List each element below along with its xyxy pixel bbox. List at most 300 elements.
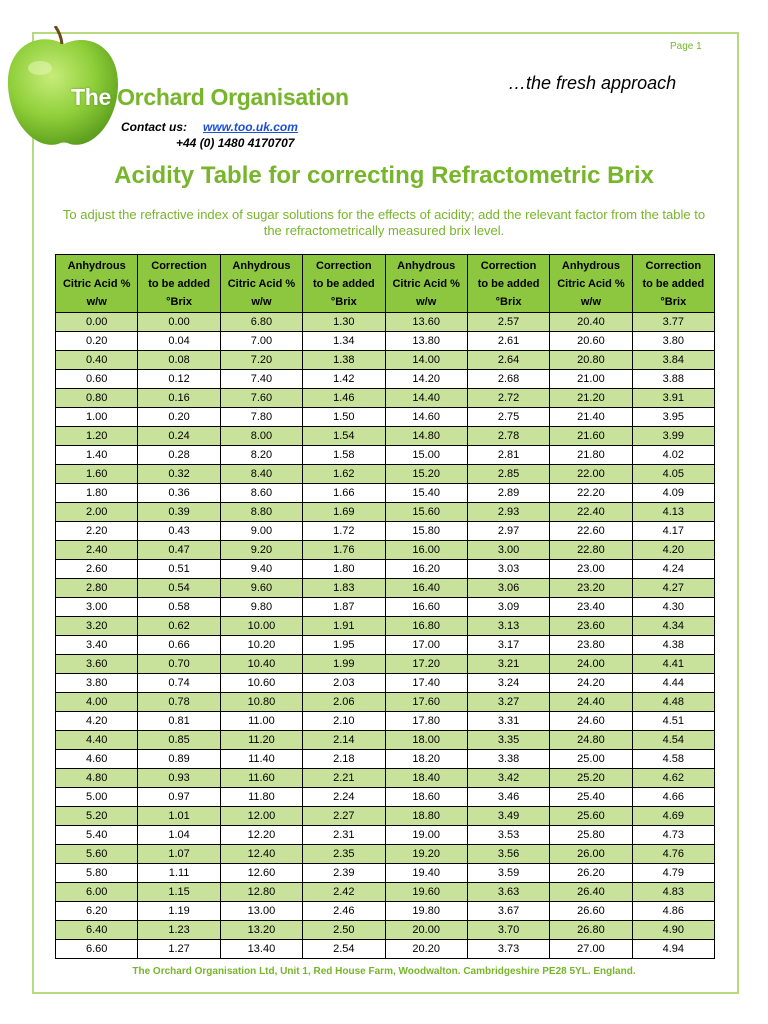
table-row — [56, 693, 715, 712]
table-cell: 1.42 — [303, 370, 385, 389]
table-cell: 12.40 — [220, 845, 302, 864]
table-cell: 10.00 — [220, 617, 302, 636]
table-cell: 3.80 — [56, 674, 138, 693]
table-cell: 2.61 — [467, 332, 549, 351]
column-header-line: °Brix — [660, 295, 687, 308]
table-cell: 4.38 — [632, 636, 714, 655]
table-cell: 3.00 — [56, 598, 138, 617]
table-cell: 2.20 — [56, 522, 138, 541]
table-cell: 3.53 — [467, 826, 549, 845]
table-cell: 9.80 — [220, 598, 302, 617]
table-cell: 2.57 — [467, 313, 549, 332]
table-cell: 1.20 — [56, 427, 138, 446]
table-cell: 1.80 — [56, 484, 138, 503]
table-cell: 1.99 — [303, 655, 385, 674]
table-cell: 15.80 — [385, 522, 467, 541]
table-cell: 14.20 — [385, 370, 467, 389]
table-cell: 18.00 — [385, 731, 467, 750]
table-cell: 0.66 — [138, 636, 220, 655]
table-cell: 16.20 — [385, 560, 467, 579]
table-cell: 4.24 — [632, 560, 714, 579]
table-cell: 2.42 — [303, 883, 385, 902]
table-cell: 8.80 — [220, 503, 302, 522]
table-cell: 7.20 — [220, 351, 302, 370]
table-cell: 4.27 — [632, 579, 714, 598]
table-row — [56, 807, 715, 826]
table-cell: 27.00 — [550, 940, 632, 959]
table-row — [56, 446, 715, 465]
table-cell: 2.14 — [303, 731, 385, 750]
table-row — [56, 712, 715, 731]
table-cell: 0.08 — [138, 351, 220, 370]
table-cell: 2.50 — [303, 921, 385, 940]
table-header-row — [56, 255, 715, 313]
column-header-line: Correction — [645, 259, 702, 272]
table-cell: 1.04 — [138, 826, 220, 845]
column-header-line: Citric Acid % — [557, 277, 625, 290]
table-cell: 3.67 — [467, 902, 549, 921]
table-cell: 22.80 — [550, 541, 632, 560]
table-cell: 3.17 — [467, 636, 549, 655]
table-cell: 10.60 — [220, 674, 302, 693]
table-cell: 18.20 — [385, 750, 467, 769]
table-cell: 4.13 — [632, 503, 714, 522]
page-number: Page 1 — [670, 41, 702, 52]
table-cell: 0.39 — [138, 503, 220, 522]
table-cell: 25.20 — [550, 769, 632, 788]
table-cell: 19.20 — [385, 845, 467, 864]
table-cell: 0.20 — [138, 408, 220, 427]
column-header-line: °Brix — [330, 295, 357, 308]
column-header-line: °Brix — [495, 295, 522, 308]
table-cell: 3.91 — [632, 389, 714, 408]
column-header-line: to be added — [312, 277, 375, 290]
table-row — [56, 389, 715, 408]
table-cell: 1.72 — [303, 522, 385, 541]
table-body — [56, 313, 715, 959]
table-cell: 0.20 — [56, 332, 138, 351]
table-cell: 3.63 — [467, 883, 549, 902]
table-cell: 3.84 — [632, 351, 714, 370]
column-header-line: Anhydrous — [561, 259, 620, 272]
table-cell: 1.38 — [303, 351, 385, 370]
table-cell: 0.70 — [138, 655, 220, 674]
table-cell: 0.62 — [138, 617, 220, 636]
column-header-line: Anhydrous — [397, 259, 456, 272]
page-subtitle: To adjust the refractive index of sugar solutions for the effects of acidity; add the relevant factor from the table to the refractometrically measured brix level. — [62, 207, 706, 238]
table-cell: 4.79 — [632, 864, 714, 883]
table-cell: 1.83 — [303, 579, 385, 598]
column-header-line: Correction — [316, 259, 372, 272]
table-cell: 1.07 — [138, 845, 220, 864]
table-row — [56, 731, 715, 750]
table-row — [56, 522, 715, 541]
table-cell: 15.60 — [385, 503, 467, 522]
table-cell: 1.58 — [303, 446, 385, 465]
table-cell: 7.00 — [220, 332, 302, 351]
table-cell: 3.35 — [467, 731, 549, 750]
table-cell: 21.20 — [550, 389, 632, 408]
table-cell: 8.00 — [220, 427, 302, 446]
table-cell: 17.20 — [385, 655, 467, 674]
table-cell: 4.30 — [632, 598, 714, 617]
table-cell: 0.40 — [56, 351, 138, 370]
table-cell: 4.86 — [632, 902, 714, 921]
table-cell: 24.40 — [550, 693, 632, 712]
table-cell: 2.27 — [303, 807, 385, 826]
table-cell: 18.40 — [385, 769, 467, 788]
table-cell: 9.00 — [220, 522, 302, 541]
table-cell: 17.00 — [385, 636, 467, 655]
table-row — [56, 883, 715, 902]
table-cell: 3.13 — [467, 617, 549, 636]
table-row — [56, 674, 715, 693]
column-header-line: w/w — [86, 295, 107, 308]
table-cell: 3.24 — [467, 674, 549, 693]
table-cell: 3.42 — [467, 769, 549, 788]
table-cell: 0.28 — [138, 446, 220, 465]
table-cell: 24.60 — [550, 712, 632, 731]
table-cell: 0.12 — [138, 370, 220, 389]
table-cell: 4.34 — [632, 617, 714, 636]
table-cell: 4.40 — [56, 731, 138, 750]
table-cell: 23.60 — [550, 617, 632, 636]
table-cell: 13.40 — [220, 940, 302, 959]
column-header — [138, 255, 220, 313]
table-cell: 1.11 — [138, 864, 220, 883]
table-cell: 23.80 — [550, 636, 632, 655]
table-cell: 21.80 — [550, 446, 632, 465]
table-cell: 0.36 — [138, 484, 220, 503]
table-row — [56, 750, 715, 769]
table-row — [56, 370, 715, 389]
table-cell: 1.66 — [303, 484, 385, 503]
table-cell: 1.95 — [303, 636, 385, 655]
table-cell: 23.20 — [550, 579, 632, 598]
table-cell: 19.00 — [385, 826, 467, 845]
table-cell: 4.62 — [632, 769, 714, 788]
table-cell: 0.24 — [138, 427, 220, 446]
table-cell: 1.19 — [138, 902, 220, 921]
table-cell: 3.46 — [467, 788, 549, 807]
table-cell: 4.66 — [632, 788, 714, 807]
column-header — [303, 255, 385, 313]
table-cell: 1.76 — [303, 541, 385, 560]
contact-phone: +44 (0) 1480 4170707 — [176, 136, 295, 150]
table-row — [56, 560, 715, 579]
table-cell: 0.80 — [56, 389, 138, 408]
table-cell: 3.80 — [632, 332, 714, 351]
table-cell: 1.80 — [303, 560, 385, 579]
table-cell: 24.00 — [550, 655, 632, 674]
table-cell: 2.24 — [303, 788, 385, 807]
table-cell: 12.00 — [220, 807, 302, 826]
column-header-line: Anhydrous — [232, 259, 291, 272]
table-cell: 15.20 — [385, 465, 467, 484]
table-cell: 16.40 — [385, 579, 467, 598]
table-row — [56, 636, 715, 655]
table-cell: 3.56 — [467, 845, 549, 864]
table-cell: 3.49 — [467, 807, 549, 826]
table-cell: 1.50 — [303, 408, 385, 427]
table-row — [56, 579, 715, 598]
table-cell: 3.77 — [632, 313, 714, 332]
table-cell: 11.40 — [220, 750, 302, 769]
table-cell: 16.00 — [385, 541, 467, 560]
table-cell: 24.20 — [550, 674, 632, 693]
table-cell: 3.59 — [467, 864, 549, 883]
table-cell: 25.40 — [550, 788, 632, 807]
table-cell: 4.90 — [632, 921, 714, 940]
table-row — [56, 940, 715, 959]
table-cell: 2.78 — [467, 427, 549, 446]
table-cell: 2.81 — [467, 446, 549, 465]
table-row — [56, 484, 715, 503]
table-cell: 4.17 — [632, 522, 714, 541]
table-cell: 2.46 — [303, 902, 385, 921]
table-row — [56, 351, 715, 370]
table-cell: 24.80 — [550, 731, 632, 750]
table-cell: 4.20 — [632, 541, 714, 560]
table-row — [56, 503, 715, 522]
table-cell: 1.60 — [56, 465, 138, 484]
table-cell: 26.80 — [550, 921, 632, 940]
column-header — [220, 255, 302, 313]
table-cell: 17.80 — [385, 712, 467, 731]
table-cell: 5.60 — [56, 845, 138, 864]
table-cell: 2.72 — [467, 389, 549, 408]
column-header-line: w/w — [580, 295, 602, 308]
table-cell: 19.80 — [385, 902, 467, 921]
table-row — [56, 541, 715, 560]
column-header-line: w/w — [251, 295, 272, 308]
table-cell: 19.40 — [385, 864, 467, 883]
table-cell: 6.40 — [56, 921, 138, 940]
table-cell: 14.80 — [385, 427, 467, 446]
table-cell: 22.20 — [550, 484, 632, 503]
table-cell: 20.40 — [550, 313, 632, 332]
table-row — [56, 788, 715, 807]
table-cell: 13.60 — [385, 313, 467, 332]
table-row — [56, 332, 715, 351]
table-cell: 16.80 — [385, 617, 467, 636]
table-cell: 1.69 — [303, 503, 385, 522]
contact-label: Contact us: — [121, 120, 187, 134]
table-cell: 11.60 — [220, 769, 302, 788]
table-cell: 15.00 — [385, 446, 467, 465]
table-cell: 4.51 — [632, 712, 714, 731]
table-cell: 1.00 — [56, 408, 138, 427]
brand-name — [71, 84, 349, 111]
column-header-line: Citric Acid % — [62, 277, 131, 290]
table-cell: 6.00 — [56, 883, 138, 902]
table-cell: 2.68 — [467, 370, 549, 389]
table-row — [56, 427, 715, 446]
table-cell: 3.31 — [467, 712, 549, 731]
table-cell: 20.00 — [385, 921, 467, 940]
table-cell: 7.60 — [220, 389, 302, 408]
table-cell: 2.35 — [303, 845, 385, 864]
column-header-line: Correction — [480, 259, 537, 272]
table-cell: 12.20 — [220, 826, 302, 845]
table-cell: 13.20 — [220, 921, 302, 940]
table-cell: 17.60 — [385, 693, 467, 712]
table-cell: 5.40 — [56, 826, 138, 845]
column-header-line: to be added — [642, 277, 705, 290]
table-cell: 0.32 — [138, 465, 220, 484]
table-cell: 2.80 — [56, 579, 138, 598]
column-header — [632, 255, 714, 313]
column-header-line: to be added — [477, 277, 540, 290]
column-header — [56, 255, 138, 313]
table-cell: 3.21 — [467, 655, 549, 674]
table-cell: 19.60 — [385, 883, 467, 902]
table-row — [56, 902, 715, 921]
table-cell: 3.38 — [467, 750, 549, 769]
table-cell: 2.64 — [467, 351, 549, 370]
table-cell: 3.20 — [56, 617, 138, 636]
table-cell: 4.83 — [632, 883, 714, 902]
table-cell: 23.00 — [550, 560, 632, 579]
table-cell: 0.74 — [138, 674, 220, 693]
table-cell: 25.60 — [550, 807, 632, 826]
column-header — [550, 255, 632, 313]
table-cell: 22.60 — [550, 522, 632, 541]
table-cell: 4.00 — [56, 693, 138, 712]
table-cell: 15.40 — [385, 484, 467, 503]
column-header — [467, 255, 549, 313]
table-cell: 4.80 — [56, 769, 138, 788]
table-cell: 0.43 — [138, 522, 220, 541]
table-cell: 0.04 — [138, 332, 220, 351]
table-cell: 21.60 — [550, 427, 632, 446]
table-cell: 10.80 — [220, 693, 302, 712]
table-cell: 6.80 — [220, 313, 302, 332]
acidity-table — [55, 254, 715, 959]
table-cell: 21.40 — [550, 408, 632, 427]
table-cell: 2.00 — [56, 503, 138, 522]
table-cell: 11.00 — [220, 712, 302, 731]
table-cell: 1.15 — [138, 883, 220, 902]
table-cell: 21.00 — [550, 370, 632, 389]
table-cell: 1.01 — [138, 807, 220, 826]
table-row — [56, 313, 715, 332]
table-cell: 0.81 — [138, 712, 220, 731]
table-cell: 3.06 — [467, 579, 549, 598]
table-row — [56, 921, 715, 940]
table-cell: 3.95 — [632, 408, 714, 427]
table-row — [56, 864, 715, 883]
table-cell: 9.40 — [220, 560, 302, 579]
table-cell: 4.58 — [632, 750, 714, 769]
column-header-line: w/w — [416, 295, 437, 308]
table-cell: 4.76 — [632, 845, 714, 864]
table-cell: 3.99 — [632, 427, 714, 446]
table-cell: 8.60 — [220, 484, 302, 503]
table-cell: 26.60 — [550, 902, 632, 921]
table-cell: 2.10 — [303, 712, 385, 731]
table-cell: 4.54 — [632, 731, 714, 750]
column-header — [385, 255, 467, 313]
table-cell: 3.73 — [467, 940, 549, 959]
table-cell: 0.58 — [138, 598, 220, 617]
table-cell: 2.93 — [467, 503, 549, 522]
column-header-line: °Brix — [166, 295, 192, 308]
column-header-line: Citric Acid % — [227, 277, 296, 290]
table-cell: 0.93 — [138, 769, 220, 788]
table-cell: 20.80 — [550, 351, 632, 370]
table-cell: 1.27 — [138, 940, 220, 959]
table-cell: 0.16 — [138, 389, 220, 408]
table-cell: 6.60 — [56, 940, 138, 959]
table-cell: 8.20 — [220, 446, 302, 465]
table-cell: 1.40 — [56, 446, 138, 465]
brand-the: The — [71, 84, 111, 110]
table-row — [56, 769, 715, 788]
table-cell: 3.00 — [467, 541, 549, 560]
table-cell: 0.47 — [138, 541, 220, 560]
table-cell: 11.80 — [220, 788, 302, 807]
table-cell: 14.40 — [385, 389, 467, 408]
contact-url-link[interactable]: www.too.uk.com — [203, 120, 298, 134]
table-cell: 3.40 — [56, 636, 138, 655]
column-header-line: Correction — [151, 259, 207, 272]
brand-rest: Orchard Organisation — [111, 84, 349, 110]
table-cell: 22.40 — [550, 503, 632, 522]
table-cell: 26.20 — [550, 864, 632, 883]
table-cell: 26.00 — [550, 845, 632, 864]
table-cell: 7.40 — [220, 370, 302, 389]
table-cell: 3.09 — [467, 598, 549, 617]
table-cell: 3.27 — [467, 693, 549, 712]
table-cell: 5.80 — [56, 864, 138, 883]
table-row — [56, 826, 715, 845]
page-title: Acidity Table for correcting Refractometric Brix — [114, 162, 654, 189]
table-cell: 4.48 — [632, 693, 714, 712]
table-cell: 1.87 — [303, 598, 385, 617]
table-cell: 7.80 — [220, 408, 302, 427]
table-cell: 0.97 — [138, 788, 220, 807]
table-cell: 0.51 — [138, 560, 220, 579]
table-cell: 1.46 — [303, 389, 385, 408]
table-row — [56, 845, 715, 864]
table-row — [56, 655, 715, 674]
table-cell: 12.80 — [220, 883, 302, 902]
table-cell: 2.54 — [303, 940, 385, 959]
table-cell: 10.40 — [220, 655, 302, 674]
table-cell: 0.54 — [138, 579, 220, 598]
table-cell: 4.20 — [56, 712, 138, 731]
table-cell: 8.40 — [220, 465, 302, 484]
table-cell: 4.73 — [632, 826, 714, 845]
table-cell: 13.00 — [220, 902, 302, 921]
table-cell: 2.60 — [56, 560, 138, 579]
table-cell: 2.85 — [467, 465, 549, 484]
table-cell: 17.40 — [385, 674, 467, 693]
table-cell: 10.20 — [220, 636, 302, 655]
table-cell: 20.20 — [385, 940, 467, 959]
table-row — [56, 598, 715, 617]
table-cell: 0.60 — [56, 370, 138, 389]
table-cell: 9.20 — [220, 541, 302, 560]
table-cell: 25.80 — [550, 826, 632, 845]
table-cell: 1.54 — [303, 427, 385, 446]
table-cell: 4.41 — [632, 655, 714, 674]
tagline: …the fresh approach — [508, 73, 677, 93]
column-header-line: to be added — [148, 277, 210, 290]
table-cell: 1.30 — [303, 313, 385, 332]
table-cell: 4.60 — [56, 750, 138, 769]
